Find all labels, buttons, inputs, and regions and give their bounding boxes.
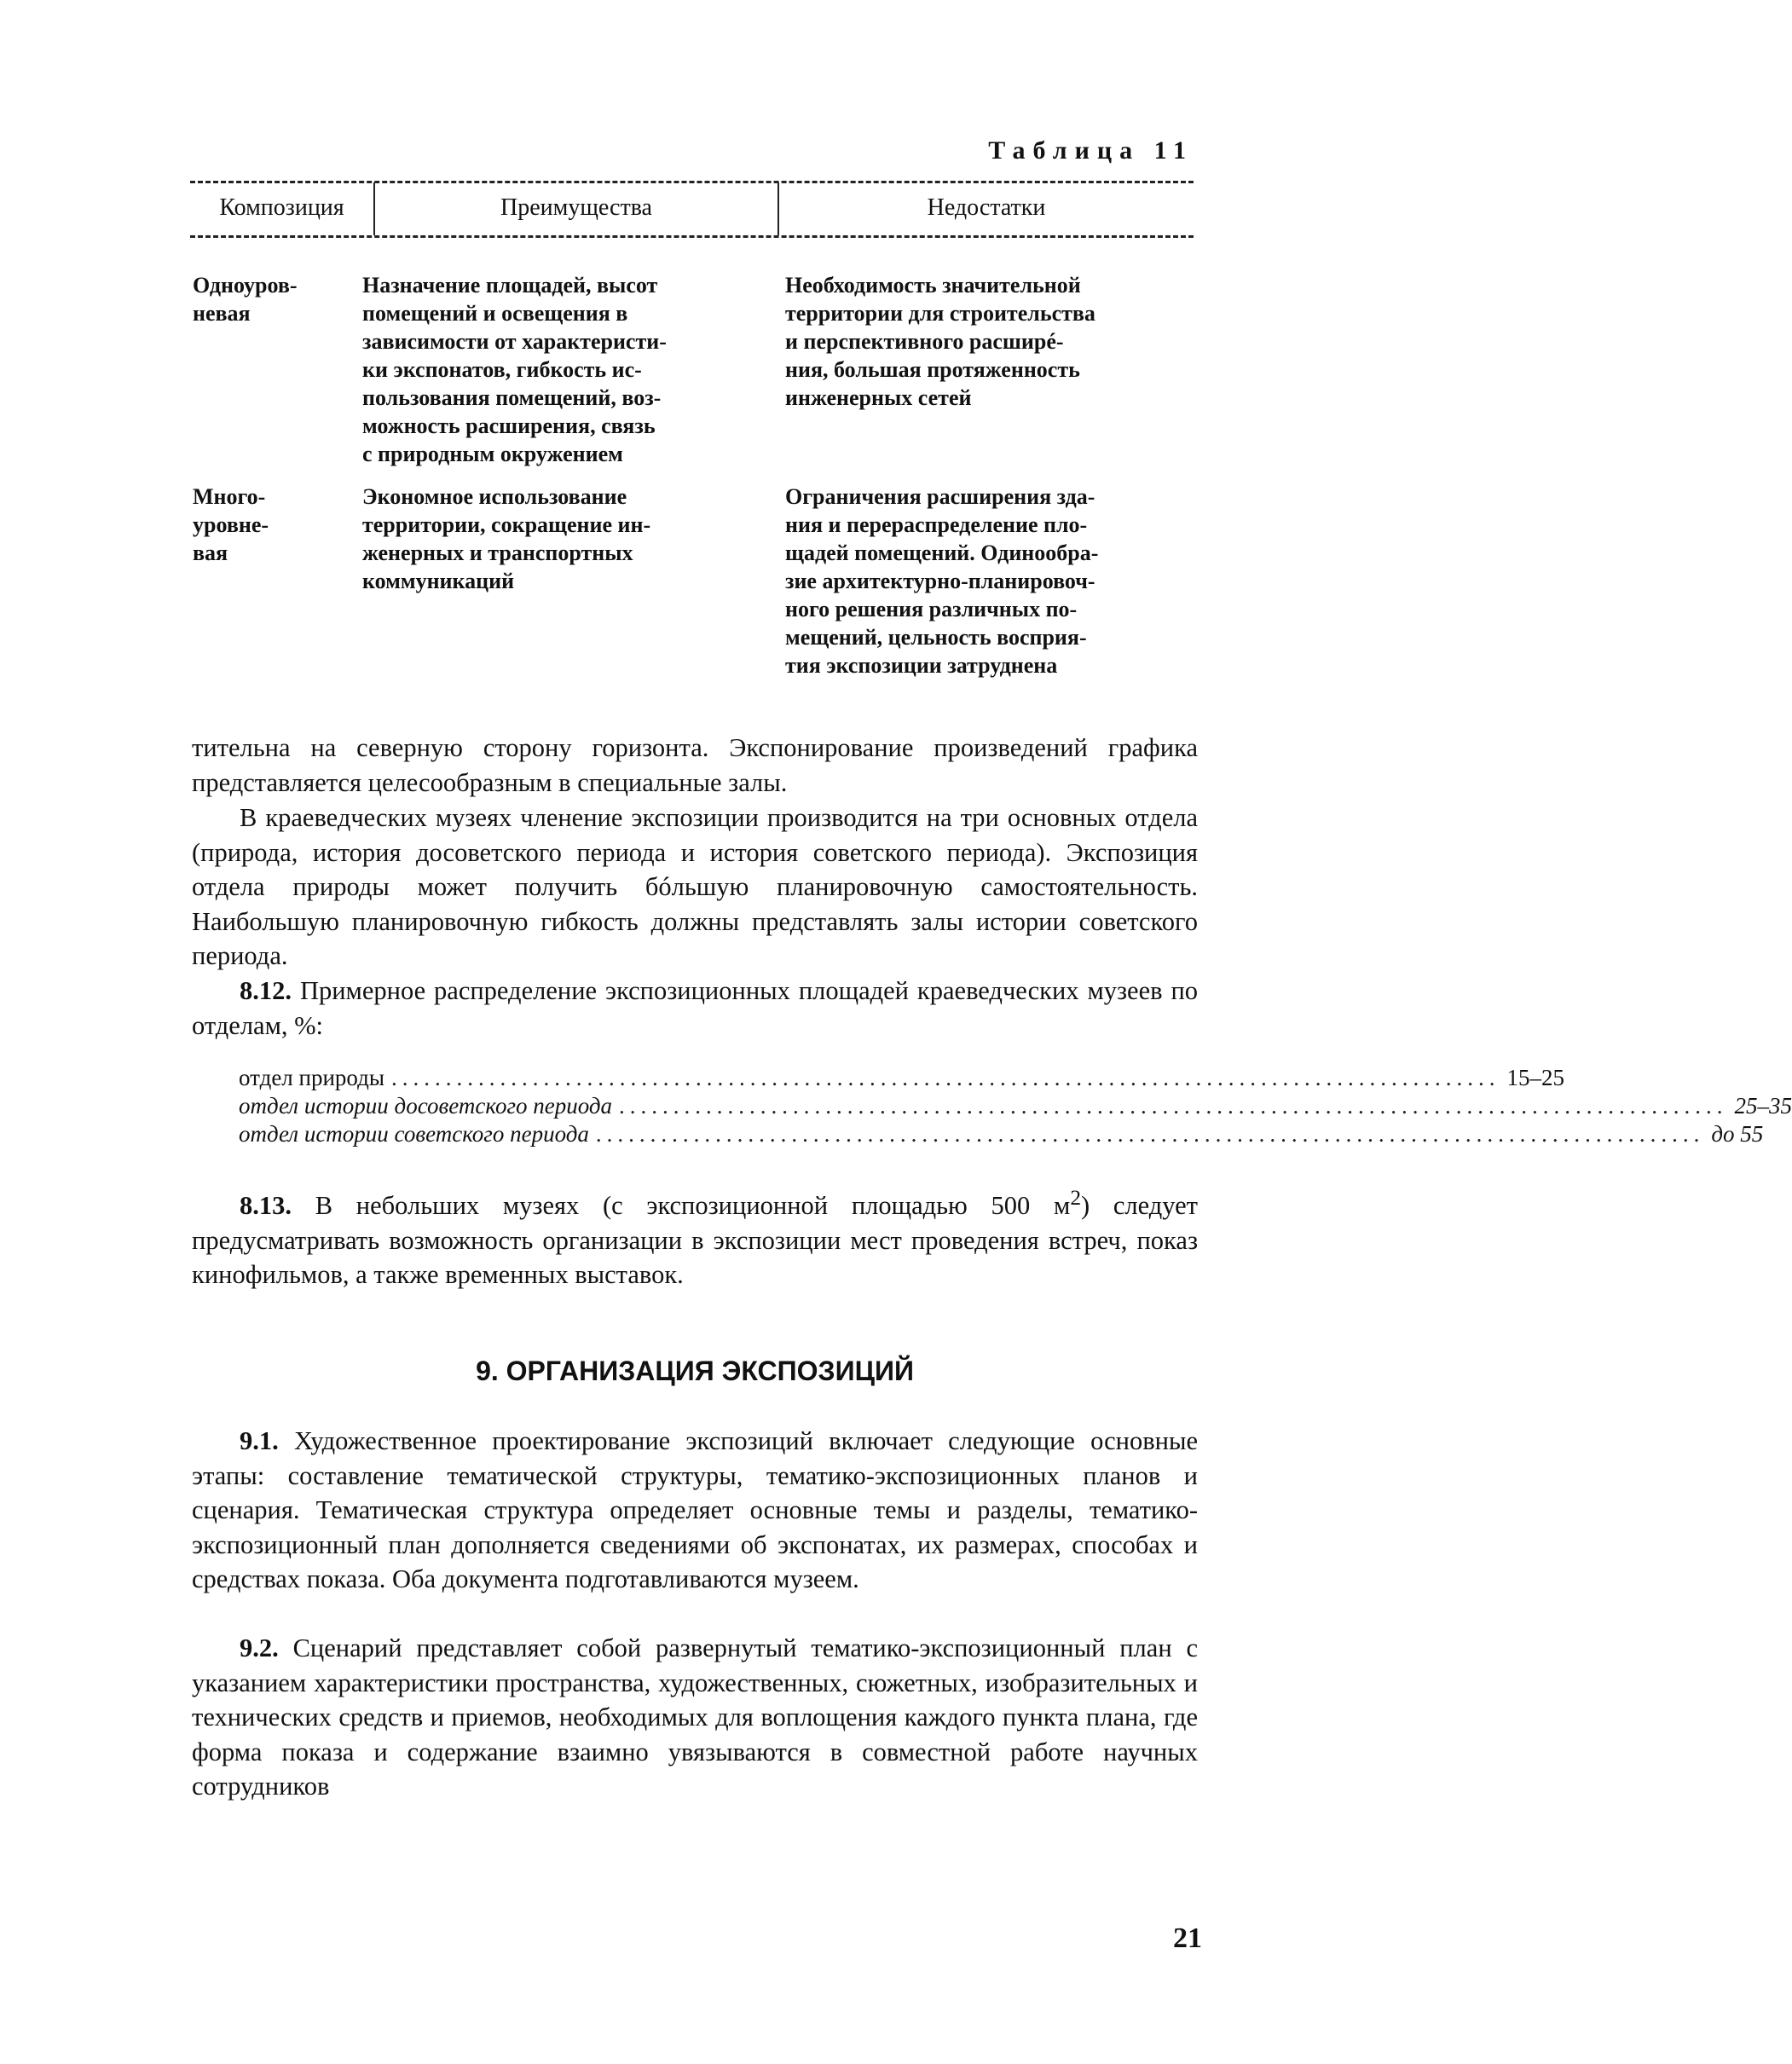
list-item-value: 25–35 bbox=[1734, 1093, 1792, 1119]
clause-number: 8.12. bbox=[240, 976, 292, 1005]
clause-text: Художественное проектирование экспозиций включает следующие основные этапы: составление тематической структуры, тематико-экспозиционных планов и сценария. Тематическая структура определяет основные темы и разделы, тематико-экспозиционный план дополняется сведениями об экспонатах, их размерах, способах и средствах показа. Оба документа подготавливаются музеем. bbox=[192, 1426, 1199, 1593]
paragraph: В краеведческих музеях членение экспозиции производится на три основных отдела (природа, история досоветского периода и история советского периода). Экспозиция отдела природы может получить бóльшую планировочную самостоятельность. Наибольшую планировочную гибкость должны представлять залы истории советского периода. bbox=[192, 803, 1198, 970]
table-top-rule bbox=[190, 181, 1194, 183]
table-cell-composition: Много- уровне- вая bbox=[193, 484, 269, 565]
table-cell-disadvantages: Необходимость значительной территории для строительства и перспективного расширé- ния, большая протяженность инженерных сетей bbox=[785, 273, 1095, 410]
clause-number: 9.1. bbox=[240, 1426, 279, 1455]
table-cell-advantages: Назначение площадей, высот помещений и освещения в зависимости от характеристи- ки экспонатов, гибкость ис- пользования помещений, воз- можность расширения, связь с природным окружением bbox=[362, 273, 667, 466]
table-caption: Таблица 11 bbox=[988, 136, 1194, 165]
paragraph-9-2 bbox=[192, 1631, 1198, 1804]
list-item-label: отдел истории досоветского периода bbox=[239, 1093, 613, 1119]
leader-dots: ...................................................................................................... bbox=[619, 1093, 1728, 1119]
clause-number: 8.13. bbox=[240, 1191, 292, 1221]
list-item-label: отдел истории советского периода bbox=[239, 1121, 589, 1147]
list-item-label: отдел природы bbox=[239, 1065, 385, 1090]
clause-text: Сценарий представляет собой развернутый тематико-экспозиционный план с указанием характеристики пространства, художественных, сюжетных, изобразительных и технических средств и приемов, необходимых для воплощения каждого пункта плана, где форма показа и содержание взаимно увязываются в совместной работе научных сотрудников bbox=[192, 1633, 1199, 1801]
paragraph-9-1 bbox=[192, 1424, 1198, 1597]
paragraph: тительна на северную сторону горизонта. Экспонирование произведений графика представляется целесообразным в специальные залы. bbox=[192, 733, 1198, 797]
list-item bbox=[239, 1092, 1792, 1120]
table-cell-advantages: Экономное использование территории, сокращение ин- женерных и транспортных коммуникаций bbox=[362, 484, 651, 593]
list-item-value: 15–25 bbox=[1506, 1065, 1565, 1090]
paragraph-8-13 bbox=[192, 1181, 1198, 1292]
table-header-disadvantages: Недостатки bbox=[927, 194, 1046, 221]
paragraph-8-12 bbox=[192, 974, 1198, 1043]
list-item-value: до 55 bbox=[1711, 1121, 1764, 1147]
section-heading: 9. ОРГАНИЗАЦИЯ ЭКСПОЗИЦИЙ bbox=[476, 1356, 914, 1386]
list-item bbox=[239, 1120, 1764, 1148]
leader-dots: ...................................................................................................... bbox=[391, 1065, 1500, 1090]
clause-text: В небольших музеях (с экспозиционной площадью 500 м bbox=[315, 1191, 1071, 1221]
superscript: 2 bbox=[1070, 1186, 1082, 1210]
table-header-rule bbox=[190, 235, 1194, 238]
table-cell-composition: Одноуров- невая bbox=[193, 273, 298, 326]
clause-text: Примерное распределение экспозиционных площадей краеведческих музеев по отделам, %: bbox=[192, 976, 1199, 1040]
distribution-list bbox=[239, 1064, 1792, 1148]
leader-dots: ...................................................................................................... bbox=[595, 1121, 1705, 1147]
clause-text: ) следует предусматривать возможность организации в экспозиции мест проведения встреч, показ кинофильмов, а также временных выставок. bbox=[192, 1191, 1198, 1290]
page-number: 21 bbox=[1173, 1922, 1202, 1954]
clause-number: 9.2. bbox=[240, 1633, 279, 1662]
list-item bbox=[239, 1064, 1565, 1092]
table-header-advantages: Преимущества bbox=[500, 194, 652, 221]
table-header-composition: Композиция bbox=[219, 194, 344, 221]
table-cell-disadvantages: Ограничения расширения зда- ния и перераспределение пло- щадей помещений. Одинообра- зие архитектурно-планировоч- ного решения различных по- мещений, цельность восприя- тия экспозиции затруднена bbox=[785, 484, 1099, 678]
